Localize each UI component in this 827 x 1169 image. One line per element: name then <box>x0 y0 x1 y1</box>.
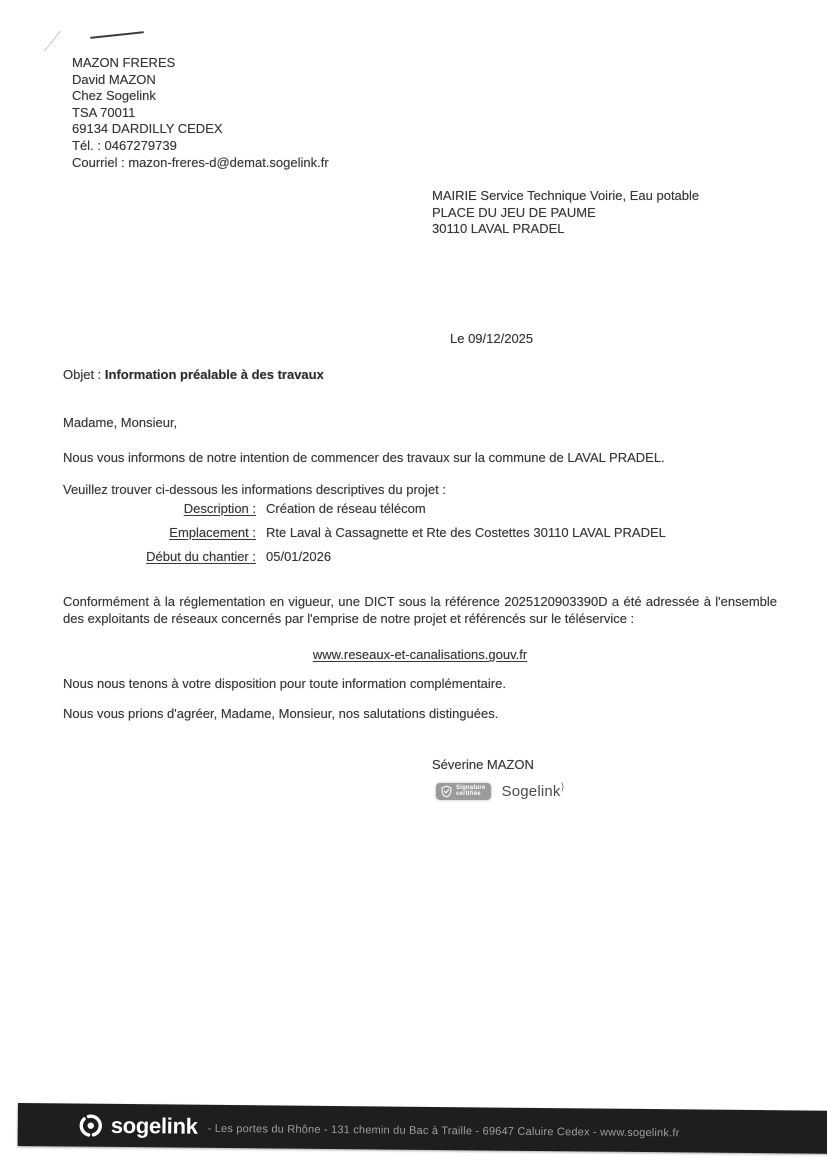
footer-logo <box>78 1112 198 1139</box>
shield-check-icon <box>440 785 453 798</box>
field-start-date-label: Début du chantier : <box>146 549 256 564</box>
recipient-address-block <box>432 188 699 238</box>
regulation-paragraph: Conformément à la réglementation en vigueur, une DICT sous la référence 2025120903390D a été adressée à l'ensemble des exploitants de réseaux concernés par l'emprise de notre projet et référencés sur le téléservice : <box>63 594 777 626</box>
certified-signature-badge <box>436 783 491 800</box>
sender-contact-person: David MAZON <box>72 71 156 87</box>
recipient-name: MAIRIE Service Technique Voirie, Eau potable <box>432 188 700 203</box>
project-fields <box>55 501 666 573</box>
details-intro-paragraph: Veuillez trouver ci-dessous les informations descriptives du projet : <box>63 482 446 497</box>
sogelink-logo-icon <box>78 1112 104 1138</box>
teleservice-url-line <box>63 647 777 662</box>
subject-label: Objet : <box>63 367 102 382</box>
sender-name: MAZON FRERES <box>72 55 176 70</box>
letter-date: Le 09/12/2025 <box>450 331 534 346</box>
sogelink-brand-mark: ⟩ <box>560 782 565 793</box>
sender-po-box: TSA 70011 <box>72 104 136 120</box>
subject-line <box>63 367 324 382</box>
signature-certified-row <box>436 782 565 800</box>
recipient-street: PLACE DU JEU DE PAUME <box>432 204 596 220</box>
field-start-date-value: 05/01/2026 <box>266 549 332 564</box>
footer-address-text: - Les portes du Rhône - 131 chemin du Bac à Traille - 69647 Caluire Cedex - www.sogelink.fr <box>207 1122 680 1139</box>
intro-paragraph: Nous vous informons de notre intention de commencer des travaux sur la commune de LAVAL PRADEL. <box>63 450 665 465</box>
field-location-label: Emplacement : <box>169 525 256 540</box>
scan-crease-artifact <box>44 30 61 51</box>
teleservice-url: www.reseaux-et-canalisations.gouv.fr <box>312 647 528 662</box>
footer-bar <box>18 1103 827 1154</box>
scan-pen-stroke-artifact <box>90 31 144 39</box>
availability-paragraph: Nous nous tenons à votre disposition pour toute information complémentaire. <box>63 676 506 691</box>
field-location <box>55 525 666 540</box>
sender-email: Courriel : mazon-freres-d@demat.sogelink.fr <box>72 154 329 170</box>
field-location-value: Rte Laval à Cassagnette et Rte des Costettes 30110 LAVAL PRADEL <box>266 525 666 540</box>
signatory-name: Séverine MAZON <box>432 757 534 772</box>
field-description <box>55 501 666 516</box>
sender-phone: Tél. : 0467279739 <box>72 137 177 153</box>
recipient-city: 30110 LAVAL PRADEL <box>432 221 565 237</box>
signature-brand-text: Sogelink⟩ <box>501 782 565 800</box>
field-description-label: Description : <box>183 501 256 516</box>
field-description-value: Création de réseau télécom <box>266 501 426 516</box>
salutation: Madame, Monsieur, <box>63 415 178 430</box>
sender-city: 69134 DARDILLY CEDEX <box>72 121 223 137</box>
footer-brand-text: sogelink <box>110 1112 198 1139</box>
sender-company-line: Chez Sogelink <box>72 88 156 104</box>
field-start-date <box>55 549 666 564</box>
certified-badge-text: Signature certifiée <box>456 784 486 797</box>
subject-value: Information préalable à des travaux <box>104 367 324 382</box>
sender-address-block <box>72 55 329 171</box>
closing-paragraph: Nous vous prions d'agréer, Madame, Monsieur, nos salutations distinguées. <box>63 706 499 721</box>
